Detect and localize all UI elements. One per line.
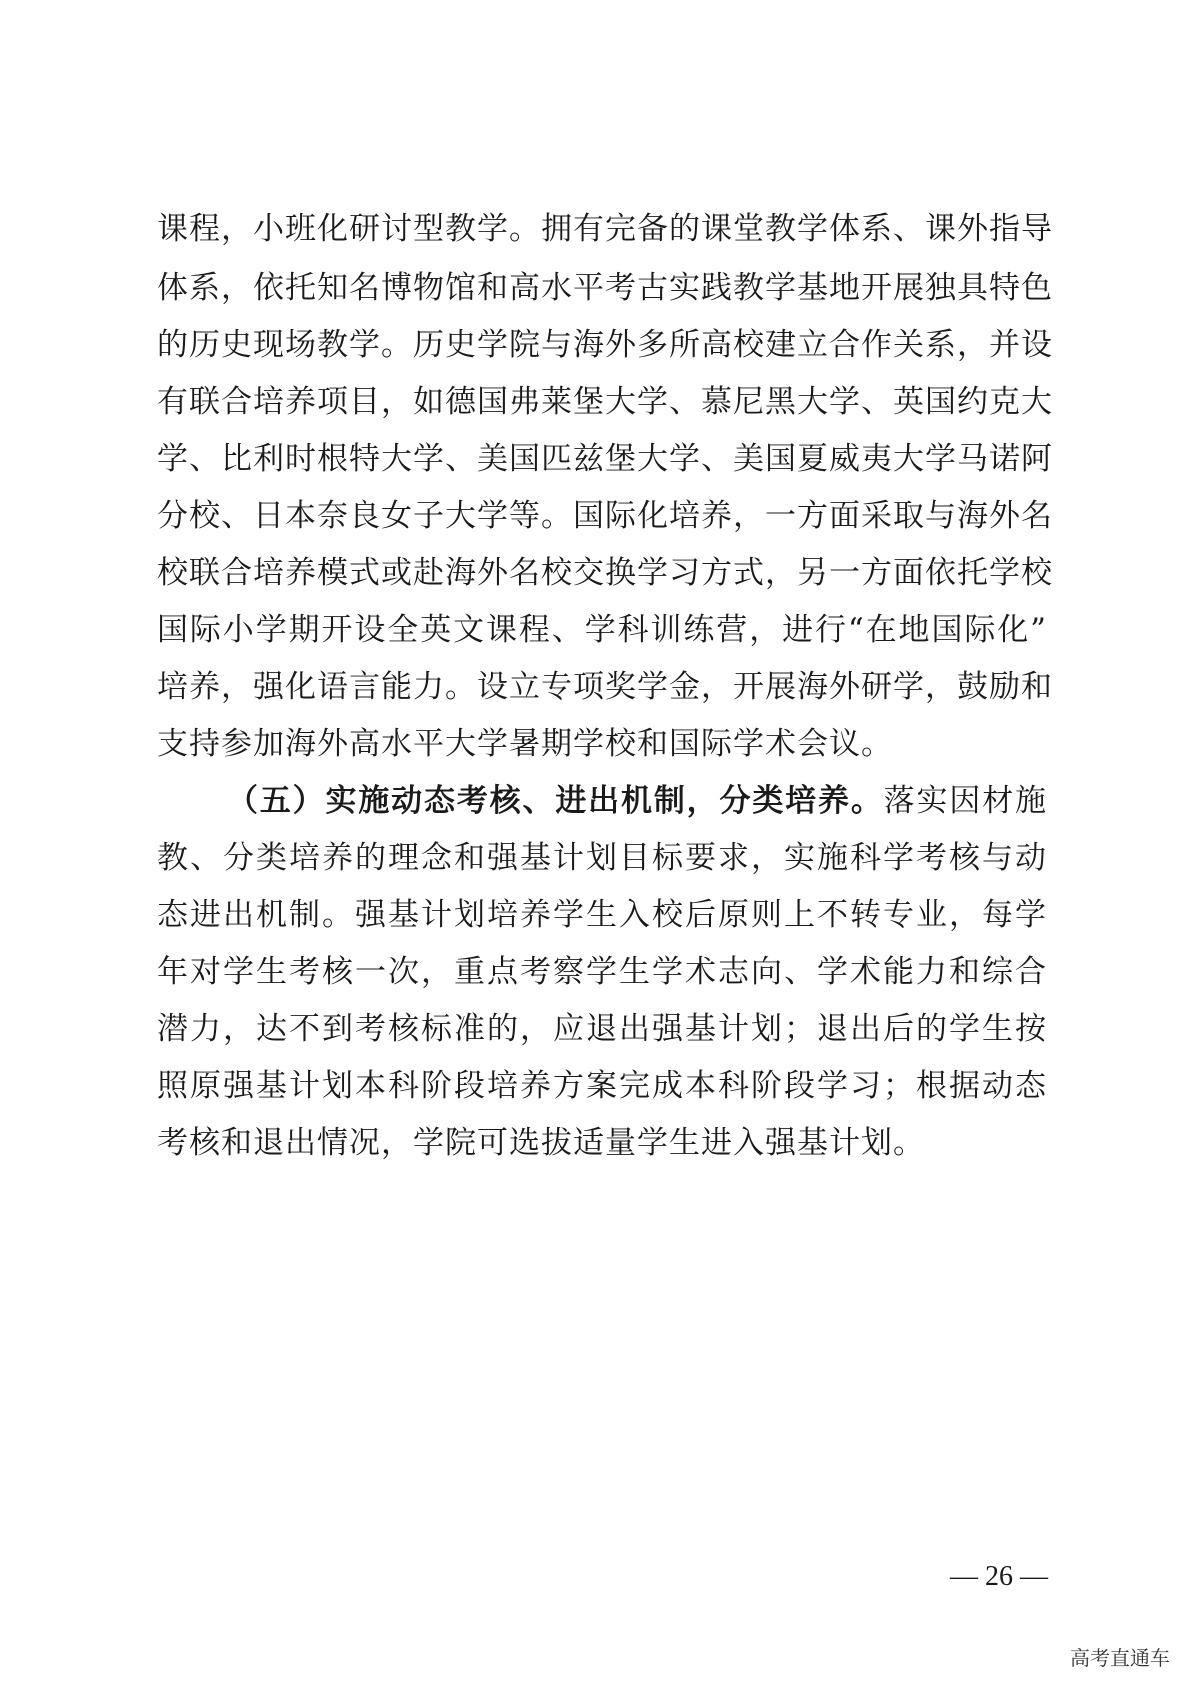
page-number: — 26 — xyxy=(950,1561,1048,1592)
paragraph-line: 有联合培养项目，如德国弗莱堡大学、慕尼黑大学、英国约克大 xyxy=(157,384,1053,420)
paragraph-line: 支持参加海外高水平大学暑期学校和国际学术会议。 xyxy=(157,726,893,762)
paragraph-line: 国际小学期开设全英文课程、学科训练营，进行“在地国际化” xyxy=(157,612,1047,648)
section-heading-line xyxy=(227,770,1047,832)
paragraph-line: 教、分类培养的理念和强基计划目标要求，实施科学考核与动 xyxy=(157,840,1047,876)
paragraph-line: 照原强基计划本科阶段培养方案完成本科阶段学习；根据动态 xyxy=(157,1068,1047,1104)
paragraph-line: 课程，小班化研讨型教学。拥有完备的课堂教学体系、课外指导 xyxy=(157,211,1053,247)
section-text: 落实因材施 xyxy=(883,783,1048,819)
paragraph-line: 年对学生考核一次，重点考察学生学术志向、学术能力和综合 xyxy=(157,954,1047,990)
watermark: 高考直通车 xyxy=(1070,1646,1170,1670)
paragraph-line: 考核和退出情况，学院可选拔适量学生进入强基计划。 xyxy=(157,1125,925,1161)
paragraph-line: 潜力，达不到考核标准的，应退出强基计划；退出后的学生按 xyxy=(157,1011,1047,1047)
section-heading: （五）实施动态考核、进出机制，分类培养。 xyxy=(227,783,884,819)
paragraph-line: 态进出机制。强基计划培养学生入校后原则上不转专业，每学 xyxy=(157,897,1047,933)
paragraph-line: 的历史现场教学。历史学院与海外多所高校建立合作关系，并设 xyxy=(157,327,1053,363)
paragraph-line: 体系，依托知名博物馆和高水平考古实践教学基地开展独具特色 xyxy=(157,270,1053,306)
paragraph-line: 学、比利时根特大学、美国匹兹堡大学、美国夏威夷大学马诺阿 xyxy=(157,441,1053,477)
paragraph-line: 分校、日本奈良女子大学等。国际化培养，一方面采取与海外名 xyxy=(157,498,1053,534)
paragraph-line: 培养，强化语言能力。设立专项奖学金，开展海外研学，鼓励和 xyxy=(157,669,1053,705)
paragraph-line: 校联合培养模式或赴海外名校交换学习方式，另一方面依托学校 xyxy=(157,555,1053,591)
